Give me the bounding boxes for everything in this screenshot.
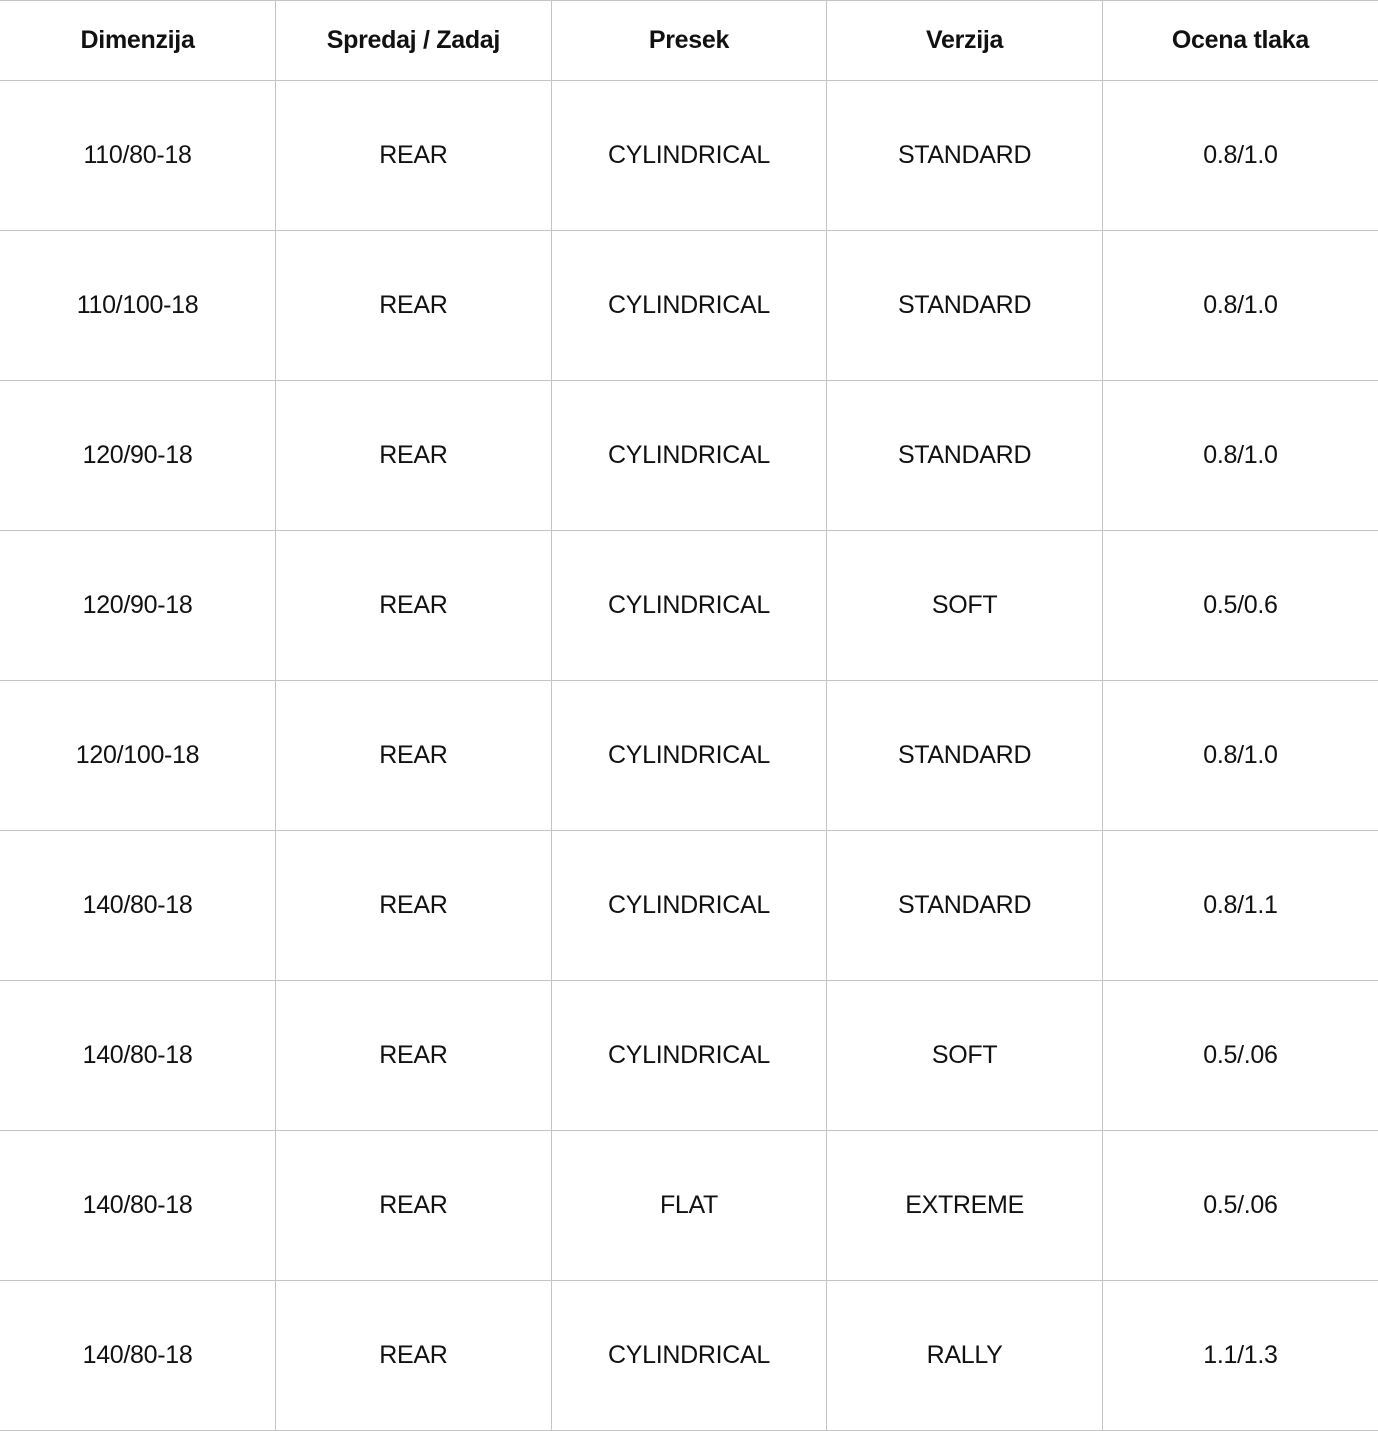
cell-ocena-tlaka: 0.8/1.0 xyxy=(1102,681,1378,831)
cell-ocena-tlaka: 0.8/1.0 xyxy=(1102,381,1378,531)
cell-spredaj-zadaj: REAR xyxy=(276,381,552,531)
table-row xyxy=(0,81,1378,231)
header-row xyxy=(0,1,1378,81)
cell-verzija: RALLY xyxy=(827,1281,1103,1431)
cell-verzija: SOFT xyxy=(827,981,1103,1131)
table-row xyxy=(0,831,1378,981)
cell-spredaj-zadaj: REAR xyxy=(276,231,552,381)
cell-presek: CYLINDRICAL xyxy=(551,831,827,981)
cell-ocena-tlaka: 0.5/.06 xyxy=(1102,981,1378,1131)
header-dimenzija: Dimenzija xyxy=(0,1,276,81)
cell-ocena-tlaka: 1.1/1.3 xyxy=(1102,1281,1378,1431)
header-ocena-tlaka: Ocena tlaka xyxy=(1102,1,1378,81)
cell-dimenzija: 140/80-18 xyxy=(0,1131,276,1281)
cell-ocena-tlaka: 0.8/1.1 xyxy=(1102,831,1378,981)
table-row xyxy=(0,381,1378,531)
cell-dimenzija: 140/80-18 xyxy=(0,981,276,1131)
cell-spredaj-zadaj: REAR xyxy=(276,981,552,1131)
cell-verzija: STANDARD xyxy=(827,381,1103,531)
cell-verzija: EXTREME xyxy=(827,1131,1103,1281)
table-row xyxy=(0,531,1378,681)
cell-presek: CYLINDRICAL xyxy=(551,1281,827,1431)
table-row xyxy=(0,981,1378,1131)
header-verzija: Verzija xyxy=(827,1,1103,81)
cell-spredaj-zadaj: REAR xyxy=(276,1131,552,1281)
cell-spredaj-zadaj: REAR xyxy=(276,681,552,831)
cell-presek: CYLINDRICAL xyxy=(551,531,827,681)
cell-presek: CYLINDRICAL xyxy=(551,681,827,831)
cell-dimenzija: 110/80-18 xyxy=(0,81,276,231)
cell-presek: CYLINDRICAL xyxy=(551,381,827,531)
cell-verzija: STANDARD xyxy=(827,231,1103,381)
table-row xyxy=(0,1281,1378,1431)
cell-ocena-tlaka: 0.8/1.0 xyxy=(1102,81,1378,231)
cell-dimenzija: 120/100-18 xyxy=(0,681,276,831)
cell-spredaj-zadaj: REAR xyxy=(276,1281,552,1431)
cell-dimenzija: 110/100-18 xyxy=(0,231,276,381)
cell-ocena-tlaka: 0.5/.06 xyxy=(1102,1131,1378,1281)
table-header xyxy=(0,1,1378,81)
cell-dimenzija: 120/90-18 xyxy=(0,381,276,531)
cell-ocena-tlaka: 0.8/1.0 xyxy=(1102,231,1378,381)
table-row xyxy=(0,1131,1378,1281)
cell-spredaj-zadaj: REAR xyxy=(276,831,552,981)
cell-presek: CYLINDRICAL xyxy=(551,81,827,231)
cell-presek: CYLINDRICAL xyxy=(551,981,827,1131)
cell-ocena-tlaka: 0.5/0.6 xyxy=(1102,531,1378,681)
cell-verzija: STANDARD xyxy=(827,831,1103,981)
cell-presek: CYLINDRICAL xyxy=(551,231,827,381)
cell-verzija: SOFT xyxy=(827,531,1103,681)
cell-verzija: STANDARD xyxy=(827,681,1103,831)
cell-dimenzija: 140/80-18 xyxy=(0,831,276,981)
cell-dimenzija: 140/80-18 xyxy=(0,1281,276,1431)
cell-spredaj-zadaj: REAR xyxy=(276,531,552,681)
cell-presek: FLAT xyxy=(551,1131,827,1281)
cell-verzija: STANDARD xyxy=(827,81,1103,231)
header-presek: Presek xyxy=(551,1,827,81)
cell-dimenzija: 120/90-18 xyxy=(0,531,276,681)
header-spredaj-zadaj: Spredaj / Zadaj xyxy=(276,1,552,81)
cell-spredaj-zadaj: REAR xyxy=(276,81,552,231)
table-row xyxy=(0,231,1378,381)
table-body xyxy=(0,81,1378,1431)
table-row xyxy=(0,681,1378,831)
